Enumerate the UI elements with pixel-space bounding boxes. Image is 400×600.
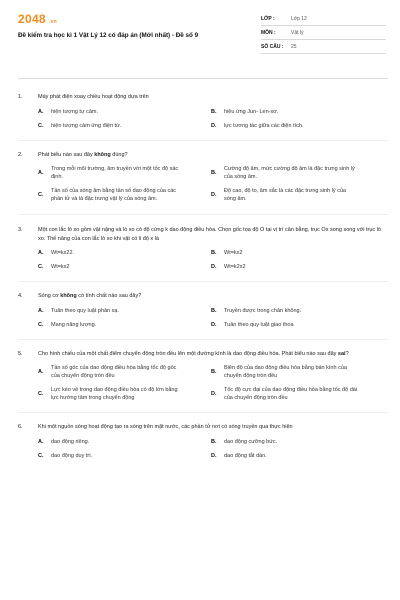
option-text: Truyền được trong chân không. — [224, 307, 302, 314]
meta-value: 25 — [291, 43, 297, 50]
option-text: Tần số góc của dao động điều hòa bằng tốc độ góc của chuyển động tròn đều — [51, 365, 177, 379]
question-number: 1. — [18, 94, 23, 100]
question-text-part: ? — [345, 350, 349, 357]
meta-value: Vật lý — [291, 29, 304, 36]
question-stem — [18, 151, 386, 160]
option-letter: C. — [38, 391, 44, 397]
option-text: dao động riêng. — [51, 438, 90, 445]
question-separator — [18, 412, 388, 413]
option-text: Wt=kx2 — [51, 264, 70, 270]
question-text — [38, 151, 386, 160]
question-list — [18, 93, 386, 460]
question-text — [38, 226, 386, 243]
question-number: 3. — [18, 227, 23, 233]
question-stem — [18, 423, 386, 432]
answer-option-c[interactable] — [38, 263, 211, 271]
answer-option-d[interactable] — [211, 122, 384, 130]
question-stem — [18, 292, 386, 301]
option-letter: C. — [38, 264, 44, 270]
option-grid — [38, 249, 386, 271]
answer-option-a[interactable] — [38, 438, 211, 446]
header-left — [18, 12, 256, 62]
answer-option-b[interactable] — [211, 307, 384, 315]
option-letter: D. — [211, 452, 217, 459]
question-stem — [18, 93, 386, 102]
question-text-part: đúng? — [110, 151, 128, 158]
answer-option-c[interactable] — [38, 122, 211, 130]
option-letter: A. — [38, 250, 44, 256]
answer-option-c[interactable] — [38, 386, 211, 402]
answer-option-a[interactable] — [38, 249, 211, 257]
option-text: Tần số của sóng âm bằng tần số dao động của các phần tử và là đặc trưng vật lý của sóng âm. — [51, 188, 177, 202]
answer-option-d[interactable] — [211, 386, 384, 402]
option-text: Tuân theo quy luật phản xạ. — [51, 307, 119, 314]
option-letter: C. — [38, 122, 44, 129]
option-text: Mang năng lượng. — [51, 321, 97, 328]
meta-table — [261, 12, 386, 62]
meta-row-class — [261, 12, 386, 26]
question-separator — [18, 140, 388, 141]
option-grid — [38, 108, 386, 130]
question-1 — [18, 93, 386, 130]
question-text-part: Khi một nguồn sóng hoạt động tạo ra sóng trên mặt nước, các phần tử nơi có sóng truyền qua thực hiện — [38, 424, 293, 430]
question-text — [38, 423, 386, 432]
answer-option-b[interactable] — [211, 364, 384, 380]
option-text: Wt=kx2 — [224, 250, 243, 256]
option-letter: A. — [38, 438, 44, 445]
meta-label: LỚP : — [261, 15, 275, 22]
option-letter: A. — [38, 108, 44, 115]
option-letter: A. — [38, 307, 44, 314]
option-letter: A. — [38, 170, 44, 176]
option-text: Trong mỗi môi trường, âm truyền với một tốc độ xác định. — [51, 166, 179, 180]
answer-option-b[interactable] — [211, 165, 384, 181]
question-emphasis: không — [94, 151, 111, 158]
option-letter: A. — [38, 369, 44, 375]
question-separator — [18, 339, 388, 340]
meta-label: MÔN : — [261, 29, 276, 36]
option-text: hiệu ứng Jun- Len-xơ. — [224, 108, 279, 115]
option-letter: B. — [211, 108, 217, 115]
meta-value: Lớp 12 — [291, 15, 307, 22]
answer-option-a[interactable] — [38, 165, 211, 181]
question-2 — [18, 151, 386, 204]
option-text: Lực kéo về trong dao động điều hòa có độ lớn bằng lực hướng tâm trong chuyển động — [51, 387, 178, 401]
option-text: Tuân theo quy luật giao thoa — [224, 321, 294, 328]
meta-row-count — [261, 40, 386, 54]
answer-option-a[interactable] — [38, 108, 211, 116]
option-letter: D. — [211, 321, 217, 328]
question-5 — [18, 350, 386, 403]
question-text — [38, 292, 386, 301]
question-text-part: có tính chất nào sau đây? — [76, 293, 142, 299]
option-letter: D. — [211, 192, 217, 198]
option-text: Wt=kx22. — [51, 250, 75, 256]
answer-option-d[interactable] — [211, 263, 384, 271]
option-letter: C. — [38, 452, 44, 459]
question-4 — [18, 292, 386, 329]
option-grid — [38, 438, 386, 460]
option-letter: B. — [211, 170, 217, 176]
option-text: lực tương tác giữa các điện tích. — [224, 122, 304, 129]
meta-label: SỐ CÂU : — [261, 43, 284, 50]
answer-option-c[interactable] — [38, 452, 211, 460]
option-text: dao động tắt dần. — [224, 452, 267, 459]
question-number: 5. — [18, 350, 23, 357]
option-letter: B. — [211, 250, 217, 256]
answer-option-d[interactable] — [211, 321, 384, 329]
question-6 — [18, 423, 386, 460]
answer-option-a[interactable] — [38, 307, 211, 315]
answer-option-b[interactable] — [211, 108, 384, 116]
question-number: 4. — [18, 293, 23, 299]
question-text-part: Máy phát điện xoay chiều hoạt động dựa trên — [38, 94, 149, 100]
question-text-part: Phát biểu nào sau đây — [38, 151, 95, 158]
header — [18, 12, 386, 62]
option-letter: D. — [211, 391, 217, 397]
answer-option-c[interactable] — [38, 321, 211, 329]
question-separator — [18, 214, 388, 215]
document-title: Đề kiểm tra học kì 1 Vật Lý 12 có đáp án (Mới nhất) - Đề số 9 — [18, 32, 199, 39]
option-letter: B. — [211, 438, 217, 445]
question-emphasis: sai — [337, 350, 346, 357]
option-text: Tốc độ cực đại của dao động điều hòa bằng tốc độ dài của chuyển động tròn đều — [224, 387, 358, 401]
question-text — [38, 93, 386, 102]
question-number: 6. — [18, 424, 23, 430]
answer-option-d[interactable] — [211, 187, 384, 203]
option-text: hiện tượng tự cảm. — [51, 108, 99, 115]
option-text: Độ cao, độ to, âm sắc là các đặc trưng sinh lý của sóng âm. — [224, 188, 346, 202]
question-separator — [18, 281, 388, 282]
question-text-part: Sóng cơ — [38, 293, 61, 299]
option-letter: D. — [211, 122, 217, 129]
option-grid — [38, 307, 386, 329]
option-text: dao động cưỡng bức. — [224, 438, 278, 445]
option-text: Biên độ của dao động điều hòa bằng bán kính của chuyển động tròn đều — [224, 365, 347, 379]
question-stem — [18, 226, 386, 243]
option-grid — [38, 165, 386, 203]
question-stem — [18, 350, 386, 359]
question-text-part: Một con lắc lò xo gồm vật nặng và lò xo có độ cứng k dao động điều hòa. Chọn gốc tọa độ O tại vị trí cân bằng, trục Ox song song với trục lò xo. Thế năng của con lắc lò xo khi vật có li độ x là — [38, 227, 381, 242]
question-text-part: Cho hình chiếu của một chất điểm chuyển động tròn đều lên một đường kính là dao động điều hòa. Phát biểu nào sau đây — [38, 350, 338, 357]
question-3 — [18, 226, 386, 271]
option-text: Cường độ âm, mức cường độ âm là đặc trưng sinh lý của sóng âm. — [224, 166, 355, 180]
question-text — [38, 350, 386, 359]
answer-option-b[interactable] — [211, 249, 384, 257]
header-divider — [18, 78, 388, 79]
option-grid — [38, 364, 386, 402]
option-text: dao động duy trì. — [51, 452, 93, 459]
logo-name: 2048 — [18, 12, 46, 26]
option-letter: D. — [211, 264, 217, 270]
option-letter: B. — [211, 307, 217, 314]
option-letter: B. — [211, 369, 217, 375]
meta-row-subject — [261, 26, 386, 40]
answer-option-c[interactable] — [38, 187, 211, 203]
answer-option-d[interactable] — [211, 452, 384, 460]
question-emphasis: không — [60, 293, 77, 299]
question-number: 2. — [18, 151, 23, 158]
answer-option-b[interactable] — [211, 438, 384, 446]
logo-suffix: .vn — [48, 19, 58, 25]
option-text: Wt=k2x2 — [224, 264, 246, 270]
option-text: hiện tượng cảm ứng điện từ. — [51, 122, 122, 129]
answer-option-a[interactable] — [38, 364, 211, 380]
site-logo[interactable] — [18, 12, 256, 26]
option-letter: C. — [38, 192, 44, 198]
option-letter: C. — [38, 321, 44, 328]
